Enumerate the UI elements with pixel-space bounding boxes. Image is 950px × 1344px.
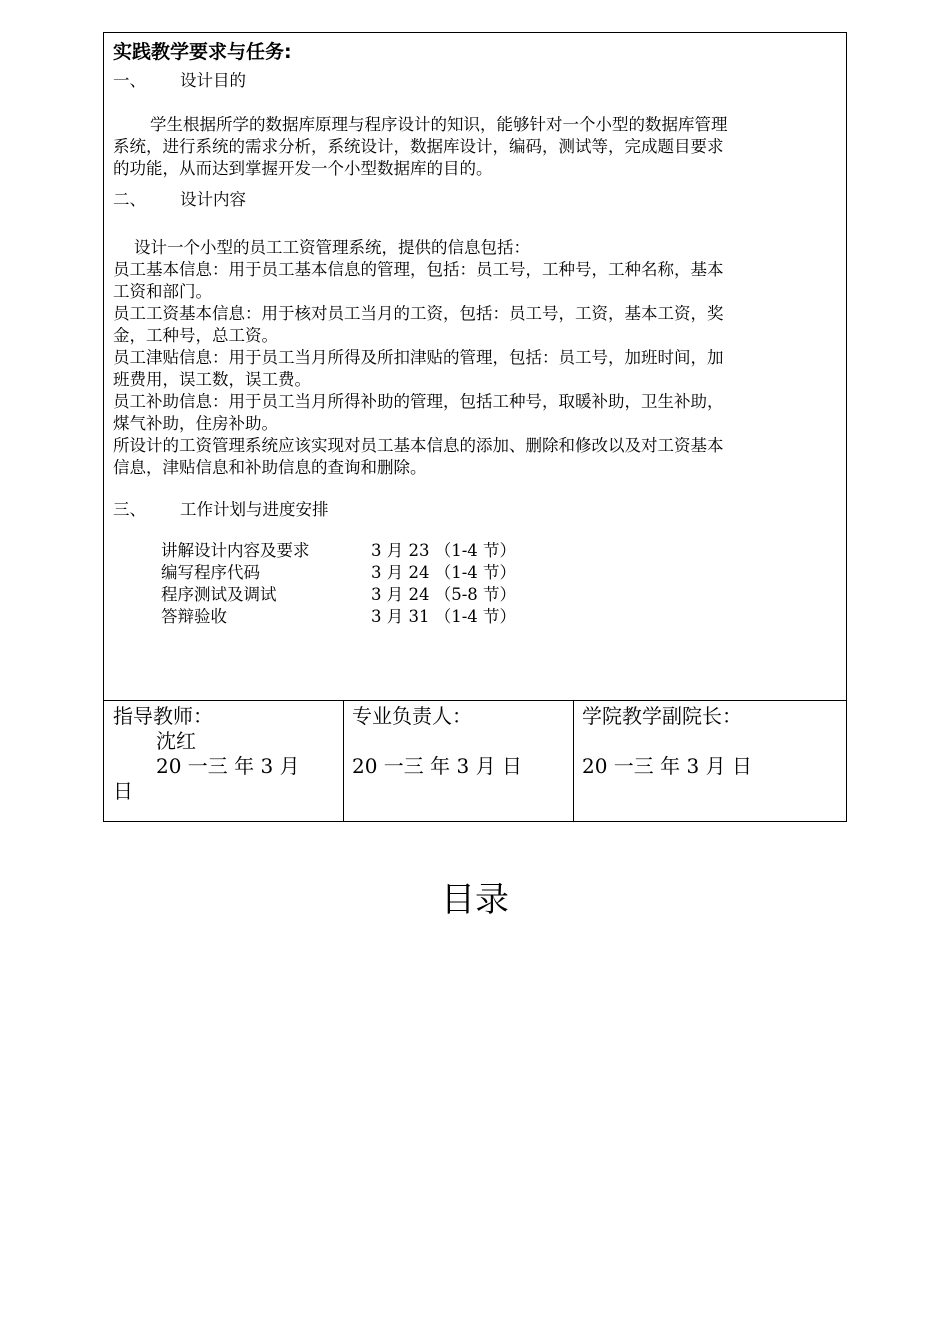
paragraph-line: 员工津贴信息：用于员工当月所得及所扣津贴的管理，包括：员工号，加班时间，加: [113, 348, 724, 367]
paragraph-line: 员工工资基本信息：用于核对员工当月的工资，包括：员工号，工资，基本工资，奖: [113, 304, 724, 323]
column-divider: [573, 700, 574, 821]
column-divider: [343, 700, 344, 821]
paragraph-line: 金，工种号，总工资。: [113, 326, 278, 345]
section1-title: 设计目的: [180, 71, 246, 90]
paragraph-line: 员工补助信息：用于员工当月所得补助的管理，包括工种号，取暖补助，卫生补助，: [113, 392, 724, 411]
paragraph-line: 信息，津贴信息和补助信息的查询和删除。: [113, 458, 427, 477]
schedule-date: 3 月 24 （5-8 节）: [371, 585, 517, 604]
teacher-date: 20 一三 年 3 月: [156, 754, 300, 778]
schedule-date: 3 月 24 （1-4 节）: [371, 563, 517, 582]
teacher-name: 沈红: [156, 729, 196, 753]
schedule-task: 答辩验收: [161, 607, 227, 626]
paragraph-line: 系统，进行系统的需求分析，系统设计，数据库设计，编码，测试等，完成题目要求: [113, 137, 724, 156]
major-label: 专业负责人：: [352, 704, 472, 728]
paragraph-line: 工资和部门。: [113, 282, 212, 301]
schedule-date: 3 月 23 （1-4 节）: [371, 541, 517, 560]
section1-number: 一、: [113, 71, 146, 90]
task-table: [103, 32, 847, 822]
major-date: 20 一三 年 3 月 日: [352, 754, 522, 778]
toc-title: 目录: [441, 880, 509, 920]
schedule-task: 程序测试及调试: [161, 585, 277, 604]
teacher-date-day: 日: [113, 779, 133, 803]
paragraph-line: 的功能，从而达到掌握开发一个小型数据库的目的。: [113, 159, 493, 178]
schedule-task: 讲解设计内容及要求: [161, 541, 310, 560]
schedule-task: 编写程序代码: [161, 563, 260, 582]
paragraph-line: 学生根据所学的数据库原理与程序设计的知识，能够针对一个小型的数据库管理: [150, 115, 728, 134]
paragraph-line: 设计一个小型的员工工资管理系统，提供的信息包括：: [134, 238, 530, 257]
dean-label: 学院教学副院长：: [582, 704, 742, 728]
section3-title: 工作计划与进度安排: [180, 500, 329, 519]
paragraph-line: 所设计的工资管理系统应该实现对员工基本信息的添加、删除和修改以及对工资基本: [113, 436, 724, 455]
heading: 实践教学要求与任务:: [113, 41, 292, 63]
paragraph-line: 煤气补助，住房补助。: [113, 414, 278, 433]
dean-date: 20 一三 年 3 月 日: [582, 754, 752, 778]
paragraph-line: 班费用，误工数，误工费。: [113, 370, 311, 389]
section2-number: 二、: [113, 190, 146, 209]
paragraph-line: 员工基本信息：用于员工基本信息的管理，包括：员工号，工种号，工种名称，基本: [113, 260, 724, 279]
section3-number: 三、: [113, 500, 146, 519]
requirements-cell: [104, 33, 846, 700]
schedule-date: 3 月 31 （1-4 节）: [371, 607, 517, 626]
table-divider: [104, 700, 846, 701]
teacher-label: 指导教师：: [113, 704, 213, 728]
section2-title: 设计内容: [180, 190, 246, 209]
